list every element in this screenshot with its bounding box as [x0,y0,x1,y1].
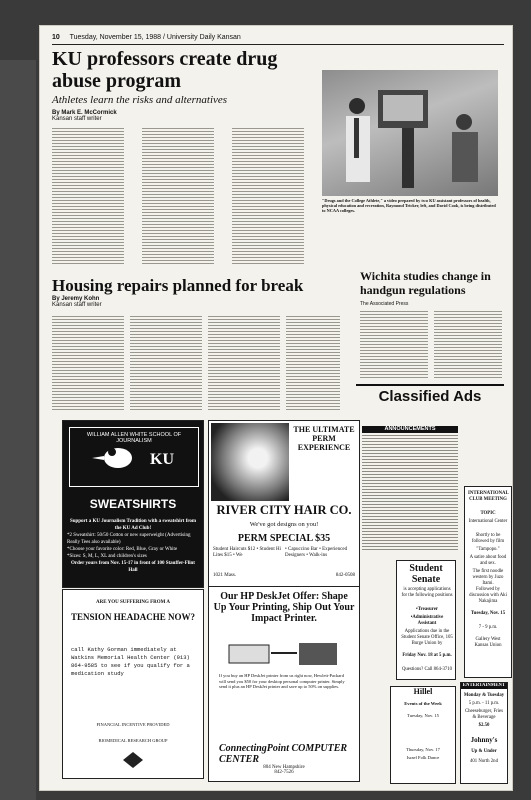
model-portrait [211,423,289,501]
sweatshirts-details [67,518,199,574]
senate-title: Student Senate [409,563,443,585]
intl-line: Gallery West Kansas Union [474,637,502,648]
top-rule [52,44,504,45]
sweatshirts-ad [62,420,204,588]
entertainment-line: Up & Under [471,749,497,754]
international-club-ad [464,486,512,678]
page-edge-shadow [0,60,36,800]
journalism-school-logo-text: WILLIAM ALLEN WHITE SCHOOL OF JOURNALISM [86,432,182,444]
hp-phone: 842-7526 [274,770,294,775]
entertainment-line: 401 North 2nd [470,759,498,764]
intl-line: TOPIC [480,511,496,516]
hillel-line: Thursday, Nov. 17 [406,747,440,752]
hillel-line: Israel Folk Dance [406,755,440,760]
tension-intro: ARE YOU SUFFERING FROM A [96,600,170,605]
senate-line: Questions? Call 864-3710 [401,667,453,672]
lead-column-1 [52,126,124,266]
offers-right: • Capuccino Bar • Experienced Designers • Walk-ins [285,547,348,558]
hp-deskjet-ad [208,586,360,782]
lead-photo-caption: "Drugs and the College Athlete," a video prepared by two KU assistant professors of health, physical education and recreation, Raymond Tricker, left, and David Cook, is being distributed to NCAA colleges. [322,198,496,214]
lead-photo [322,70,498,196]
newspaper-page [40,26,512,790]
student-senate-ad [396,560,456,680]
sweatshirts-line: Support a KU Journalism Tradition with a sweatshirt from the KU Ad Club! [69,519,197,531]
perm-special: PERM SPECIAL $35 [237,533,331,544]
sweatshirts-line: *Choose your favorite color: Red, Blue, Gray or White [67,547,178,552]
hp-street: 804 New Hampshire [263,765,305,770]
entertainment-ad [460,682,508,784]
tension-sponsor: BIOMEDICAL RESEARCH GROUP [98,738,168,743]
lead-column-3 [232,126,304,266]
senate-line: •Treasurer [416,607,438,612]
tension-body: call Kathy Gorman immediately at Watkins Memorial Health Center (913) 864-9585 to see if you qualify for a medication study [71,646,190,677]
intl-line: INTERNATIONAL CLUB MEETING [468,491,509,502]
lead-headline: KU professors create drug abuse program [52,48,278,92]
river-city-phone: 842-0508 [335,573,355,578]
entertainment-line: Johnny's [470,736,498,744]
intl-line: The first noodle western by Juzo Itami. [472,569,504,586]
research-group-logo-icon [123,752,143,768]
river-city-name: RIVER CITY HAIR CO. [216,503,352,517]
intl-line: Shortly to be followed by film [471,533,505,544]
housing-byline-name: By Jeremy Kohn [52,296,100,302]
jayhawk-icon [70,440,198,472]
printer-drawing-icon [209,633,359,673]
hp-address [209,765,359,775]
intl-line: 7 - 9 p.m. [478,625,498,630]
lead-byline-name: By Mark E. McCormick [52,110,117,116]
intl-line: International Center [468,519,508,524]
offers-left: Student Haircuts $12 • Student Hi Lites $15 • We [213,547,281,558]
hp-headline: Our HP DeskJet Offer: Shape Up Your Printing, Ship Out Your Impact Printer. [213,591,355,624]
intl-line: Tuesday, Nov. 15 [470,611,506,616]
entertainment-line: Monday & Tuesday [463,693,505,698]
entertainment-line: Cheeseburger, Fries & Beverage [464,709,504,720]
senate-line: Friday Nov. 18 at 5 p.m. [402,653,452,658]
announcements-header: ANNOUNCEMENTS [362,426,458,433]
svg-text:KU: KU [150,451,174,468]
sweatshirts-title: SWEATSHIRTS [89,497,177,511]
wichita-source: The Associated Press [360,301,409,307]
page-folio [52,34,241,41]
hillel-line: Hillel [413,687,433,696]
housing-byline-role: Kansan staff writer [52,302,102,308]
wichita-headline: Wichita studies change in handgun regulations [360,269,491,297]
classifieds-section [356,384,504,405]
page-number: 10 [52,34,60,41]
sweatshirts-line: *2 Sweatshirt: 50/50 Cotton or new superweight (Advertising Really Tees also available) [67,533,191,545]
sweatshirts-line: *Sizes: S, M, L, XL and children's sizes [67,554,147,559]
intl-line: A satire about food and sex. [469,555,507,566]
senate-line: •Administrative Assistant [410,615,444,626]
intl-line: "Tampopo." [476,547,500,552]
senate-line: is accepting applications for the following positions [401,587,453,598]
senate-line: Applications due in the Student Senate Office, 105 Burge Union by [401,629,453,646]
lead-photo-illustration [322,70,498,196]
connectingpoint-logo: ConnectingPoint COMPUTER CENTER [219,743,348,765]
sweatshirts-line: Order yours from Nov. 15-17 in front of 100 Stauffer-Flint Hall [71,561,195,573]
hillel-line: Events of the Week [404,701,442,706]
tension-financial: FINANCIAL INCENTIVE PROVIDED [96,722,170,727]
journalism-school-logo [69,427,199,487]
housing-body-columns [52,314,340,412]
date-line: Tuesday, November 15, 1988 / University Daily Kansan [69,34,241,41]
river-city-hair-ad [208,420,360,588]
announcements-text [362,433,458,551]
tension-headache-ad [62,589,204,779]
lead-body-columns [52,126,314,266]
river-city-address: 1021 Mass. [213,573,237,578]
wichita-body-columns [360,309,504,379]
entertainment-line: 5 p.m. - 11 p.m. [468,701,500,706]
river-city-tagline: We've got designs on you! [249,521,319,528]
hp-body: If you buy an HP DeskJet printer from us right now, Hewlett-Packard will send you $50 for your desktop personal computer printer. Simply send it plus an HP DeskJet printer and save up to 50% on supplies. [219,673,345,690]
intl-line: Followed by discussion with Aki Nakajima [469,587,507,604]
hillel-line: Tuesday, Nov. 15 [407,713,439,718]
hillel-ad [390,686,456,784]
lead-column-2 [142,126,214,266]
classifieds-title: Classified Ads [378,388,482,405]
river-city-offers [213,547,355,559]
tension-title: TENSION HEADACHE NOW? [70,612,196,622]
river-city-contact [213,573,355,579]
housing-headline: Housing repairs planned for break [52,276,304,295]
entertainment-header: ENTERTAINMENT [462,683,506,688]
entertainment-line: $2.50 [478,723,490,728]
lead-deck: Athletes learn the risks and alternatives [52,94,228,106]
lead-byline-role: Kansan staff writer [52,116,102,122]
ultimate-perm-heading: THE ULTIMATE PERM EXPERIENCE [293,425,355,452]
lead-byline [52,110,117,122]
announcements-column [362,426,458,556]
housing-byline [52,296,102,308]
